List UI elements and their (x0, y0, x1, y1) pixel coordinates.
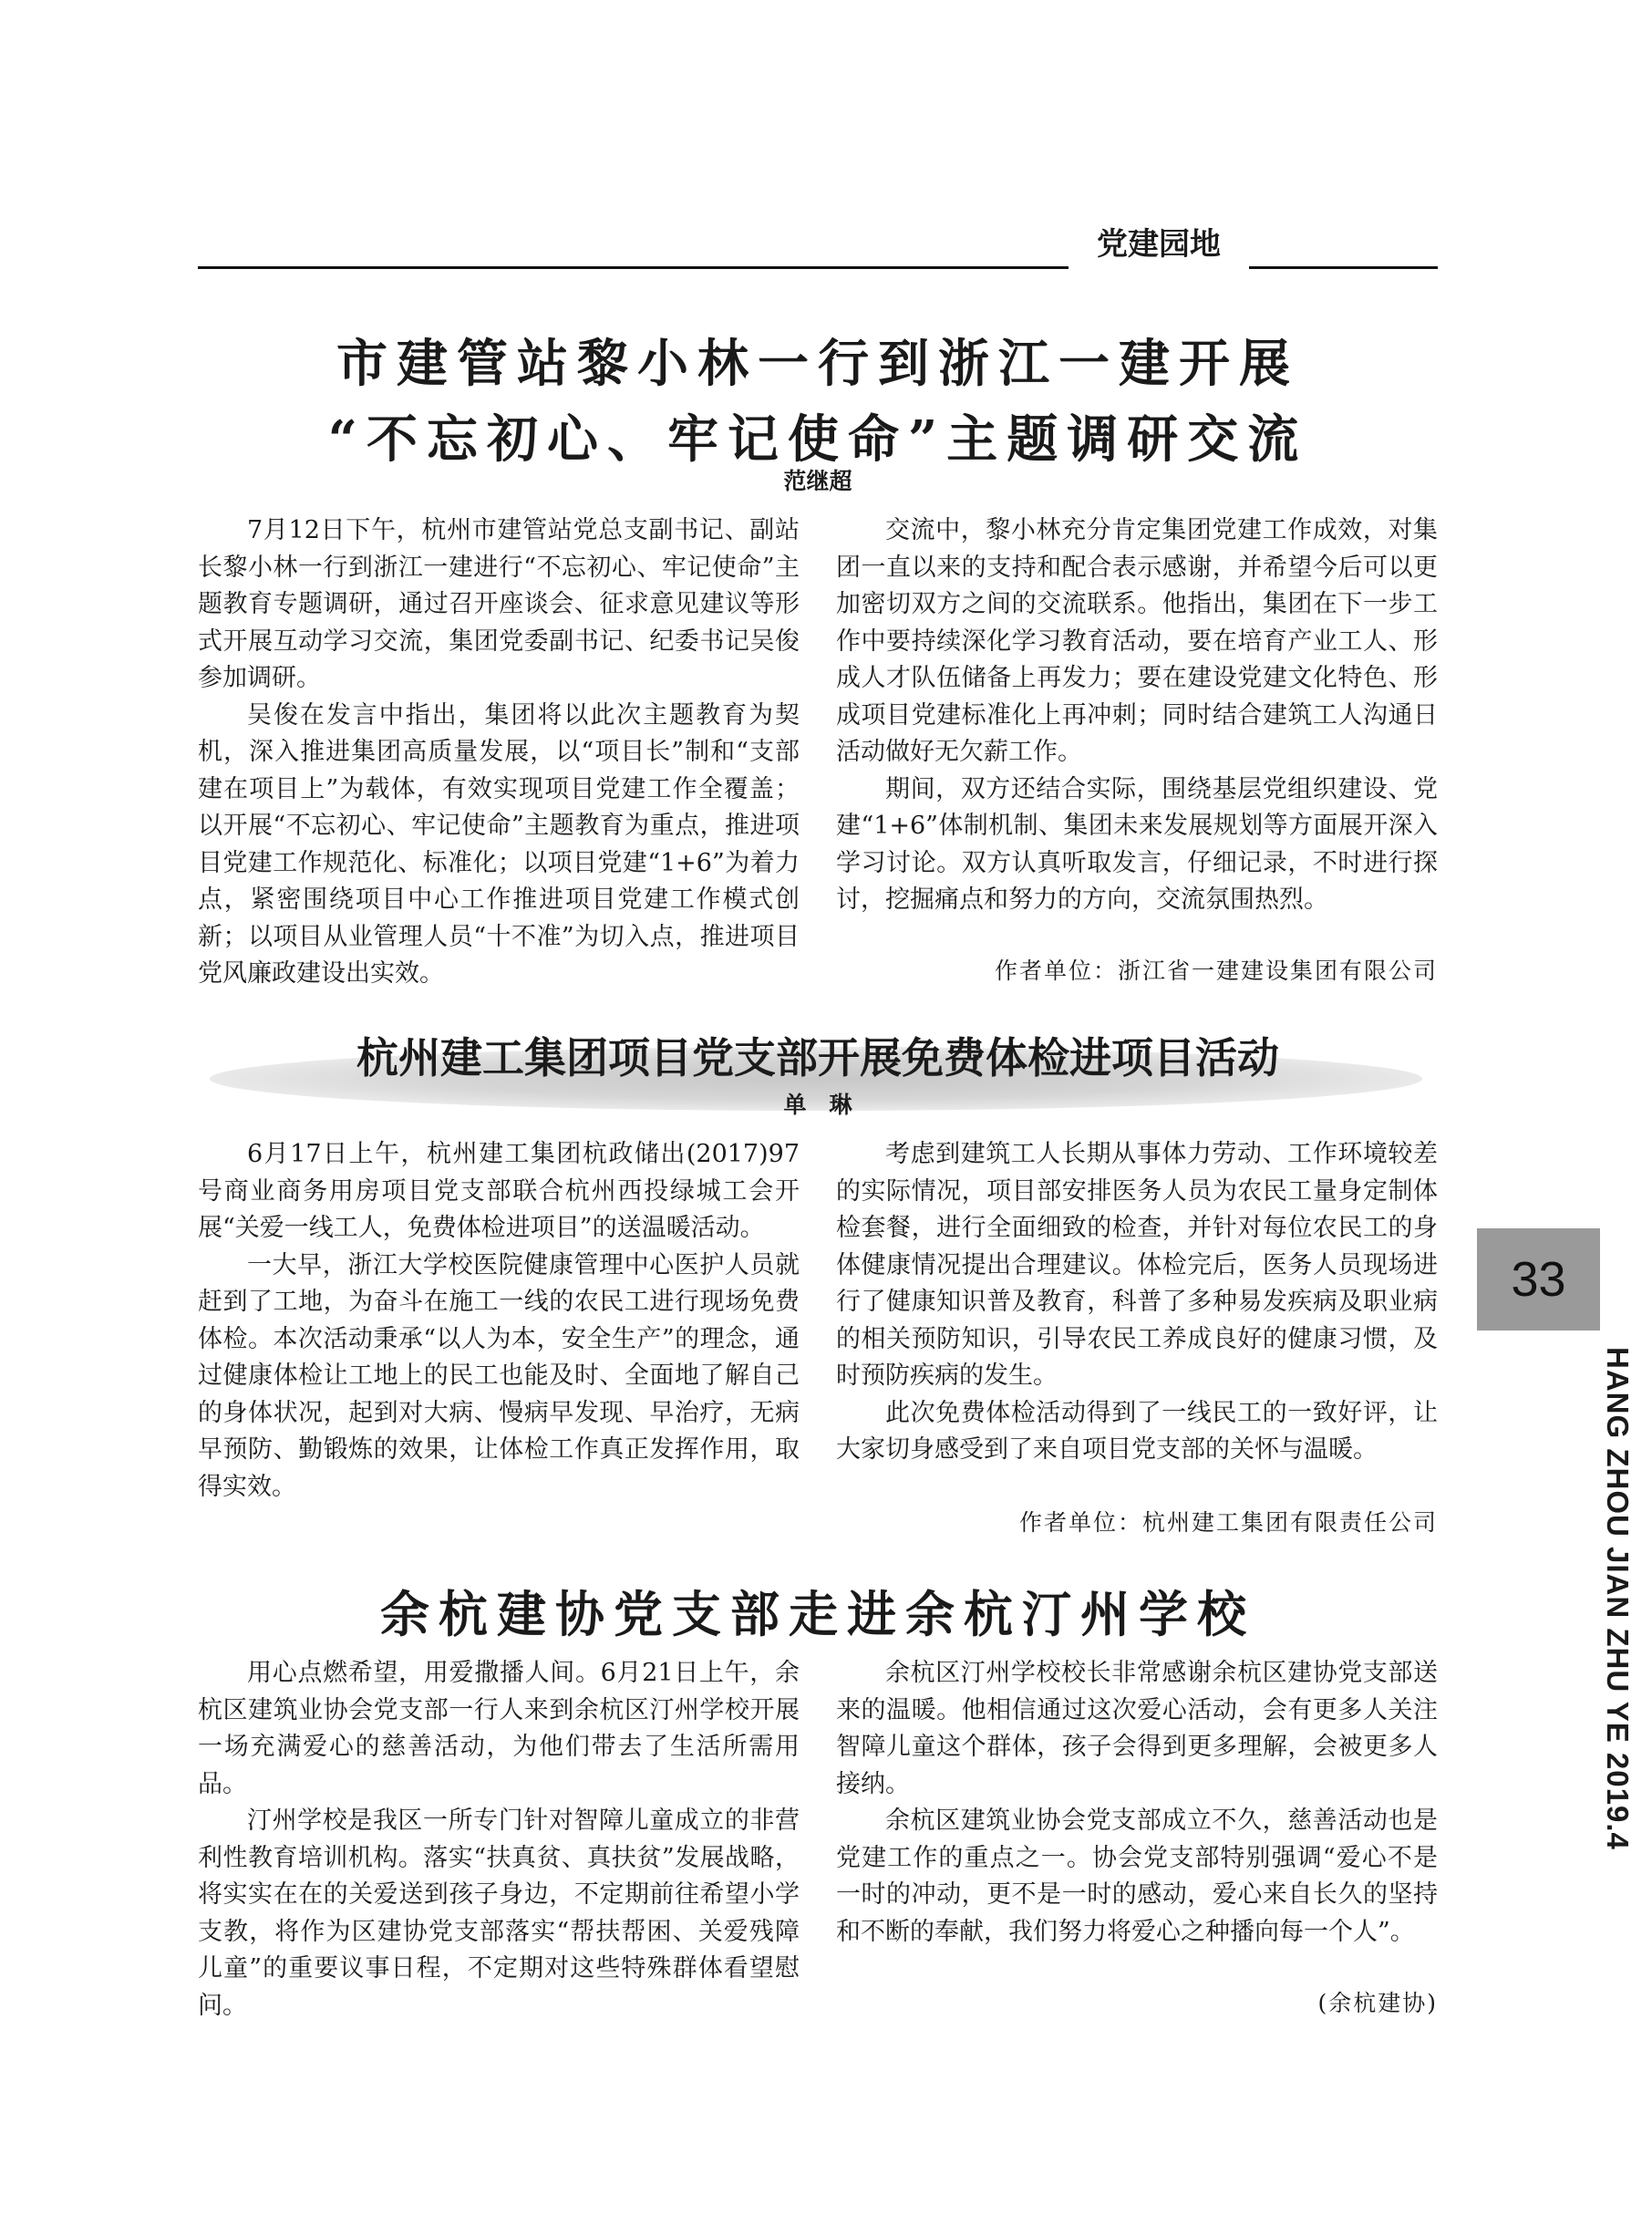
page-number-box (1477, 1228, 1600, 1330)
header-rule-left (198, 266, 1069, 269)
header-rule-right (1249, 266, 1438, 269)
article2-title: 杭州建工集团项目党支部开展免费体检进项目活动 (356, 1033, 1279, 1082)
article1-left-column (198, 512, 800, 993)
article3-right-paragraph: 余杭区汀州学校校长非常感谢余杭区建协党支部送来的温暖。他相信通过这次爱心活动，会有更多人关注智障儿童这个群体，孩子会得到更多理解，会被更多人接纳。 (836, 1659, 1438, 1798)
article1-right-paragraph: 交流中，黎小林充分肯定集团党建工作成效，对集团一直以来的支持和配合表示感谢，并希望今后可以更加密切双方之间的交流联系。他指出，集团在下一步工作中要持续深化学习教育活动，要在培育产业工人、形成人才队伍储备上再发力；要在建设党建文化特色、形成项目党建标准化上再冲刺；同时结合建筑工人沟通日活动做好无欠薪工作。 (836, 516, 1438, 766)
article2-author-unit: 作者单位：杭州建工集团有限责任公司 (1018, 1509, 1438, 1536)
article1-right-column (836, 512, 1438, 919)
article3-source: (余杭建协) (1317, 1990, 1438, 2016)
article3-left-column (198, 1655, 800, 2024)
article2-right-paragraph: 考虑到建筑工人长期从事体力劳动、工作环境较差的实际情况，项目部安排医务人员为农民工量身定制体检套餐，进行全面细致的检查，并针对每位农民工的身体健康情况提出合理建议。体检完后，医务人员现场进行了健康知识普及教育，科普了多种易发疾病及职业病的相关预防知识，引导农民工养成良好的健康习惯，及时预防疾病的发生。 (836, 1140, 1438, 1390)
article2-right-paragraph: 此次免费体检活动得到了一线民工的一致好评，让大家切身感受到了来自项目党支部的关怀与温暖。 (836, 1398, 1438, 1464)
article1-left-paragraph: 吴俊在发言中指出，集团将以此次主题教育为契机，深入推进集团高质量发展，以“项目长”制和“支部建在项目上”为载体，有效实现项目党建工作全覆盖；以开展“不忘初心、牢记使命”主题教育为重点，推进项目党建工作规范化、标准化；以项目党建“1+6”为着力点，紧密围绕项目中心工作推进项目党建工作模式创新；以项目从业管理人员“十不准”为切入点，推进项目党风廉政建设出实效。 (198, 700, 800, 988)
page-number: 33 (1511, 1252, 1566, 1307)
article1-author: 范继超 (783, 468, 852, 494)
article1-title-line2: “不忘初心、牢记使命”主题调研交流 (327, 409, 1308, 470)
article1-left-paragraph: 7月12日下午，杭州市建管站党总支副书记、副站长黎小林一行到浙江一建进行“不忘初心、牢记使命”主题教育专题调研，通过召开座谈会、征求意见建议等形式开展互动学习交流，集团党委副书记、纪委书记吴俊参加调研。 (198, 516, 800, 692)
article1-title-line1: 市建管站黎小林一行到浙江一建开展 (336, 334, 1299, 394)
article3-right-paragraph: 余杭区建筑业协会党支部成立不久，慈善活动也是党建工作的重点之一。协会党支部特别强调“爱心不是一时的冲动，更不是一时的感动，爱心来自长久的坚持和不断的奉献，我们努力将爱心之种播向每一个人”。 (836, 1807, 1438, 1946)
article3-right-column (836, 1655, 1438, 1951)
article2-right-column (836, 1136, 1438, 1469)
article2-author: 单 琳 (783, 1092, 852, 1118)
article2-left-paragraph: 一大早，浙江大学校医院健康管理中心医护人员就赶到了工地，为奋斗在施工一线的农民工进行现场免费体检。本次活动秉承“以人为本，安全生产”的理念，通过健康体检让工地上的民工也能及时、全面地了解自己的身体状况，起到对大病、慢病早发现、早治疗，无病早预防、勤锻炼的效果，让体检工作真正发挥作用，取得实效。 (198, 1250, 800, 1501)
section-tag: 党建园地 (1097, 226, 1221, 263)
journal-name-vertical: HANG ZHOU JIAN ZHU YE 2019.4 (1601, 1347, 1635, 1850)
article2-left-column (198, 1136, 800, 1506)
article3-title: 余杭建协党支部走进余杭汀州学校 (380, 1585, 1255, 1643)
article1-author-unit: 作者单位：浙江省一建建设集团有限公司 (994, 958, 1438, 984)
article2-left-paragraph: 6月17日上午，杭州建工集团杭政储出(2017)97号商业商务用房项目党支部联合杭州西投绿城工会开展“关爱一线工人，免费体检进项目”的送温暖活动。 (198, 1140, 800, 1242)
article3-left-paragraph: 用心点燃希望，用爱撒播人间。6月21日上午，余杭区建筑业协会党支部一行人来到余杭区汀州学校开展一场充满爱心的慈善活动，为他们带去了生活所需用品。 (198, 1659, 800, 1798)
article3-left-paragraph: 汀州学校是我区一所专门针对智障儿童成立的非营利性教育培训机构。落实“扶真贫、真扶贫”发展战略，将实实在在的关爱送到孩子身边，不定期前往希望小学支教，将作为区建协党支部落实“帮扶帮困、关爱残障儿童”的重要议事日程，不定期对这些特殊群体看望慰问。 (198, 1807, 800, 2020)
article1-right-paragraph: 期间，双方还结合实际，围绕基层党组织建设、党建“1+6”体制机制、集团未来发展规划等方面展开深入学习讨论。双方认真听取发言，仔细记录，不时进行探讨，挖掘痛点和努力的方向，交流氛围热烈。 (836, 774, 1438, 914)
